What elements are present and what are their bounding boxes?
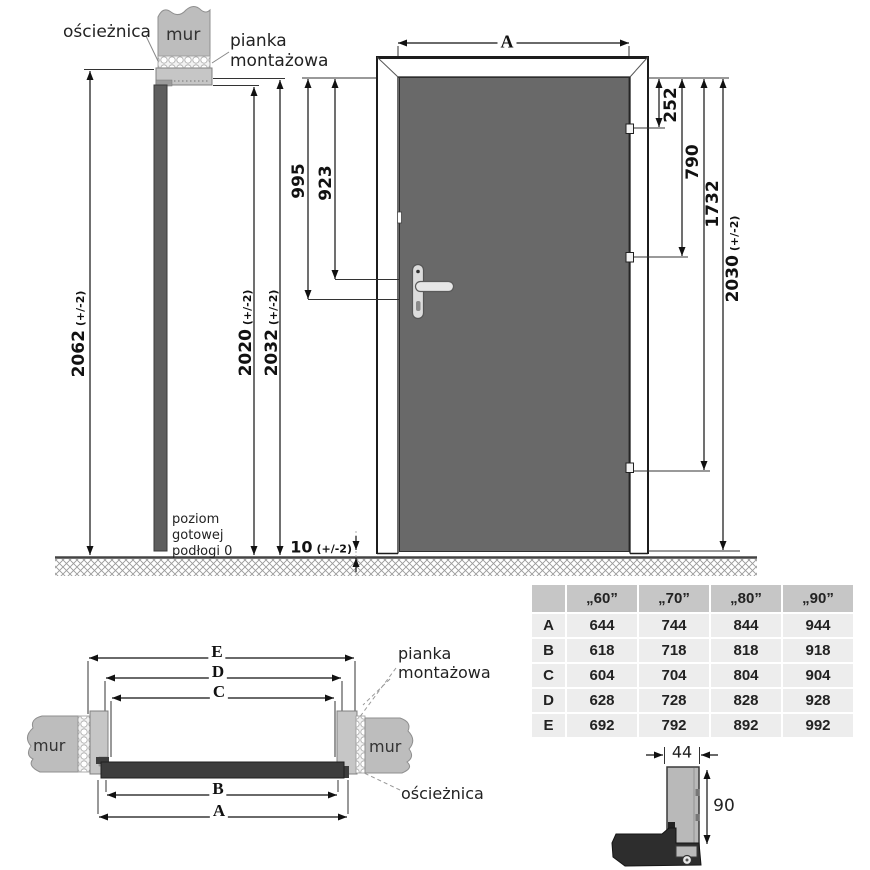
table-header-90: „90” xyxy=(783,585,853,612)
dim-label-2062: 2062(+/-2) xyxy=(69,290,89,378)
table-cell: 792 xyxy=(639,714,709,737)
table-cell: 944 xyxy=(783,614,853,637)
table-cell: 692 xyxy=(567,714,637,737)
table-cell: 628 xyxy=(567,689,637,712)
table-row-label: D xyxy=(532,689,565,712)
table-cell: 804 xyxy=(711,664,781,687)
dim-label-44: 44 xyxy=(671,742,693,762)
frame-label-top: ościeżnica xyxy=(63,22,151,42)
frame-jamb-profile xyxy=(154,85,167,551)
table-corner-cell xyxy=(532,585,565,612)
table-cell: 904 xyxy=(783,664,853,687)
mounting-foam-band xyxy=(158,56,210,68)
table-header-70: „70” xyxy=(639,585,709,612)
table-row-B xyxy=(532,639,853,662)
size-table-header-row xyxy=(532,585,853,612)
table-cell: 704 xyxy=(639,664,709,687)
dim-label-995: 995 xyxy=(289,163,309,199)
dim-label-90: 90 xyxy=(713,796,735,816)
floor-level-label: poziom gotowej podłogi 0 xyxy=(172,512,233,559)
floor-ground xyxy=(55,558,757,577)
lock-strike-mark xyxy=(398,212,402,223)
table-cell: 728 xyxy=(639,689,709,712)
dim-label-252: 252 xyxy=(661,87,681,123)
dim-label-2030: 2030(+/-2) xyxy=(723,215,743,303)
foam-right xyxy=(356,716,365,773)
foam-left xyxy=(78,716,90,772)
table-row-label: C xyxy=(532,664,565,687)
table-cell: 618 xyxy=(567,639,637,662)
table-row-label: E xyxy=(532,714,565,737)
table-row-label: B xyxy=(532,639,565,662)
table-cell: 828 xyxy=(711,689,781,712)
dim-label-A-width: A xyxy=(498,32,517,53)
vertical-section-view xyxy=(84,7,356,577)
table-cell: 918 xyxy=(783,639,853,662)
dim-label-C: C xyxy=(210,682,228,702)
table-header-80: „80” xyxy=(711,585,781,612)
hinge-bottom xyxy=(626,463,634,473)
table-cell: 718 xyxy=(639,639,709,662)
dim-label-D: D xyxy=(209,662,227,682)
table-row-C xyxy=(532,664,853,687)
hinge-middle xyxy=(626,253,634,263)
wall-label-top: mur xyxy=(166,25,201,45)
dim-label-A-plan: A xyxy=(210,801,228,821)
dim-label-1732: 1732 xyxy=(703,180,723,228)
dim-label-2032: 2032(+/-2) xyxy=(262,289,282,377)
table-row-A xyxy=(532,614,853,637)
dim-label-10: 10 (+/-2) xyxy=(290,537,352,557)
wall-label-plan-right: mur xyxy=(369,737,402,756)
table-row-D xyxy=(532,689,853,712)
door-leaf-plan xyxy=(101,762,344,778)
dim-label-B: B xyxy=(209,779,226,799)
dim-label-923: 923 xyxy=(316,165,336,201)
table-cell: 818 xyxy=(711,639,781,662)
table-row-label: A xyxy=(532,614,565,637)
table-cell: 604 xyxy=(567,664,637,687)
table-cell: 992 xyxy=(783,714,853,737)
table-header-60: „60” xyxy=(567,585,637,612)
foam-label-top: pianka montażowa xyxy=(230,31,329,72)
door-leaf xyxy=(400,78,630,552)
table-cell: 744 xyxy=(639,614,709,637)
dim-label-790: 790 xyxy=(683,144,703,180)
table-cell: 928 xyxy=(783,689,853,712)
table-cell: 644 xyxy=(567,614,637,637)
dim-label-E: E xyxy=(208,642,225,662)
frame-label-plan: ościeżnica xyxy=(401,784,484,803)
table-cell: 892 xyxy=(711,714,781,737)
table-row-E xyxy=(532,714,853,737)
foam-leader-line xyxy=(212,52,229,63)
hinge-top xyxy=(626,124,634,134)
size-table xyxy=(530,583,855,739)
foam-label-plan: pianka montażowa xyxy=(398,644,491,683)
frame-leader-line-plan xyxy=(362,772,400,790)
foam-leader-line-plan xyxy=(359,668,396,718)
dim-label-2020: 2020(+/-2) xyxy=(236,289,256,377)
table-cell: 844 xyxy=(711,614,781,637)
wall-label-plan-left: mur xyxy=(33,736,66,755)
threshold-detail-view xyxy=(612,747,718,866)
